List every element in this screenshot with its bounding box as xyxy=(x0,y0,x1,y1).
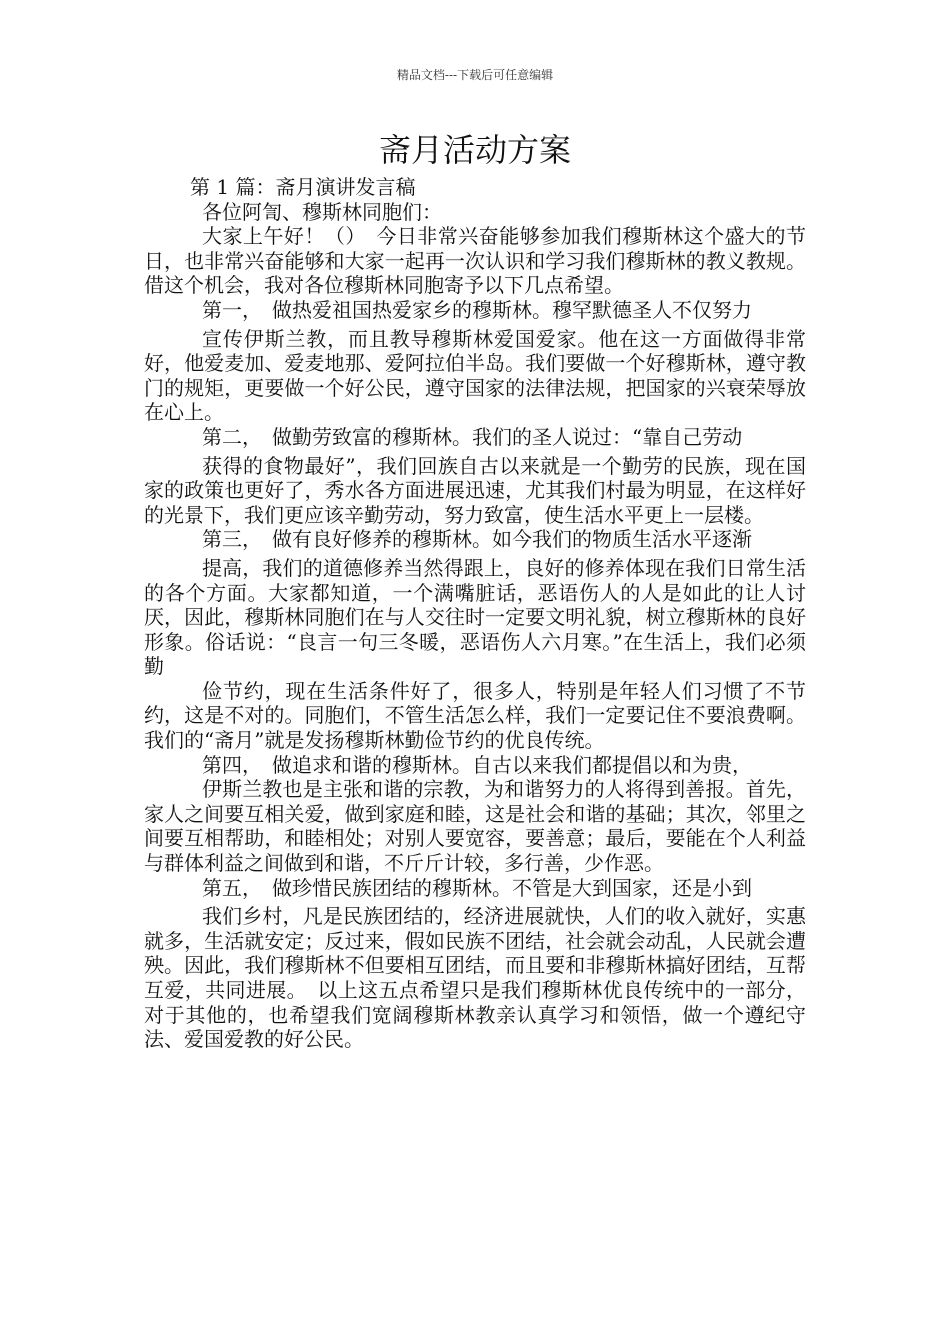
paragraph: 大家上午好！（） 今日非常兴奋能够参加我们穆斯林这个盛大的节日，也非常兴奋能够和大家一起再一次认识和学习我们穆斯林的教义教规。借这个机会，我对各位穆斯林同胞寄予以下几点希望。 xyxy=(144,224,806,298)
document-body xyxy=(144,175,806,1052)
document-title: 斋月活动方案 xyxy=(378,131,571,169)
paragraph: 各位阿訇、穆斯林同胞们： xyxy=(202,199,442,224)
paragraph: 俭节约，现在生活条件好了，很多人，特别是年轻人们习惯了不节约，这是不对的。同胞们，不管生活怎么样，我们一定要记住不要浪费啊。我们的“斋月”就是发扬穆斯林勤俭节约的优良传统。 xyxy=(144,678,806,753)
paragraph: 我们乡村，凡是民族团结的，经济进展就快，人们的收入就好，实惠就多，生活就安定；反过来，假如民族不团结，社会就会动乱，人民就会遭殃。因此，我们穆斯林不但要相互团结，而且要和非穆斯林搞好团结，互帮互爱，共同进展。 以上这五点希望只是我们穆斯林优良传统中的一部分，对于其他的，也希望我们宽阔穆斯林教亲认真学习和领悟，做一个遵纪守法、爱国爱教的好公民。 xyxy=(144,904,806,1052)
paragraph: 第五， 做珍惜民族团结的穆斯林。不管是大到国家，还是小到 xyxy=(202,875,752,900)
paragraph: 提高，我们的道德修养当然得跟上，良好的修养体现在我们日常生活的各个方面。大家都知道，一个满嘴脏话，恶语伤人的人是如此的让人讨厌，因此，穆斯林同胞们在与人交往时一定要文明礼貌，树立穆斯林的良好形象。俗话说：“良言一句三冬暖，恶语伤人六月寒。”在生活上，我们必须勤 xyxy=(144,555,806,679)
paragraph: 宣传伊斯兰教，而且教导穆斯林爱国爱家。他在这一方面做得非常好，他爱麦加、爱麦地那、爱阿拉伯半岛。我们要做一个好穆斯林，遵守教门的规矩，更要做一个好公民，遵守国家的法律法规，把国家的兴衰荣辱放在心上。 xyxy=(144,326,806,425)
paragraph: 第二， 做勤劳致富的穆斯林。我们的圣人说过：“靠自己劳动 xyxy=(202,424,743,449)
paragraph: 获得的食物最好”，我们回族自古以来就是一个勤劳的民族，现在国家的政策也更好了，秀水各方面进展迅速，尤其我们村最为明显，在这样好的光景下，我们更应该辛勤劳动，努力致富，使生活水平更上一层楼。 xyxy=(144,453,806,527)
paragraph: 第三， 做有良好修养的穆斯林。如今我们的物质生活水平逐渐 xyxy=(202,527,752,552)
paragraph: 第 1 篇：斋月演讲发言稿 xyxy=(190,175,416,199)
paragraph: 第四， 做追求和谐的穆斯林。自古以来我们都提倡以和为贵， xyxy=(202,752,752,777)
paragraph: 伊斯兰教也是主张和谐的宗教，为和谐努力的人将得到善报。首先，家人之间要互相关爱，做到家庭和睦，这是社会和谐的基础；其次，邻里之间要互相帮助，和睦相处；对别人要宽容，要善意；最后，要能在个人利益与群体利益之间做到和谐，不斤斤计较，多行善，少作恶。 xyxy=(144,777,806,876)
page-header-note: 精品文档---下载后可任意编辑 xyxy=(396,68,554,82)
paragraph: 第一， 做热爱祖国热爱家乡的穆斯林。穆罕默德圣人不仅努力 xyxy=(202,297,752,322)
